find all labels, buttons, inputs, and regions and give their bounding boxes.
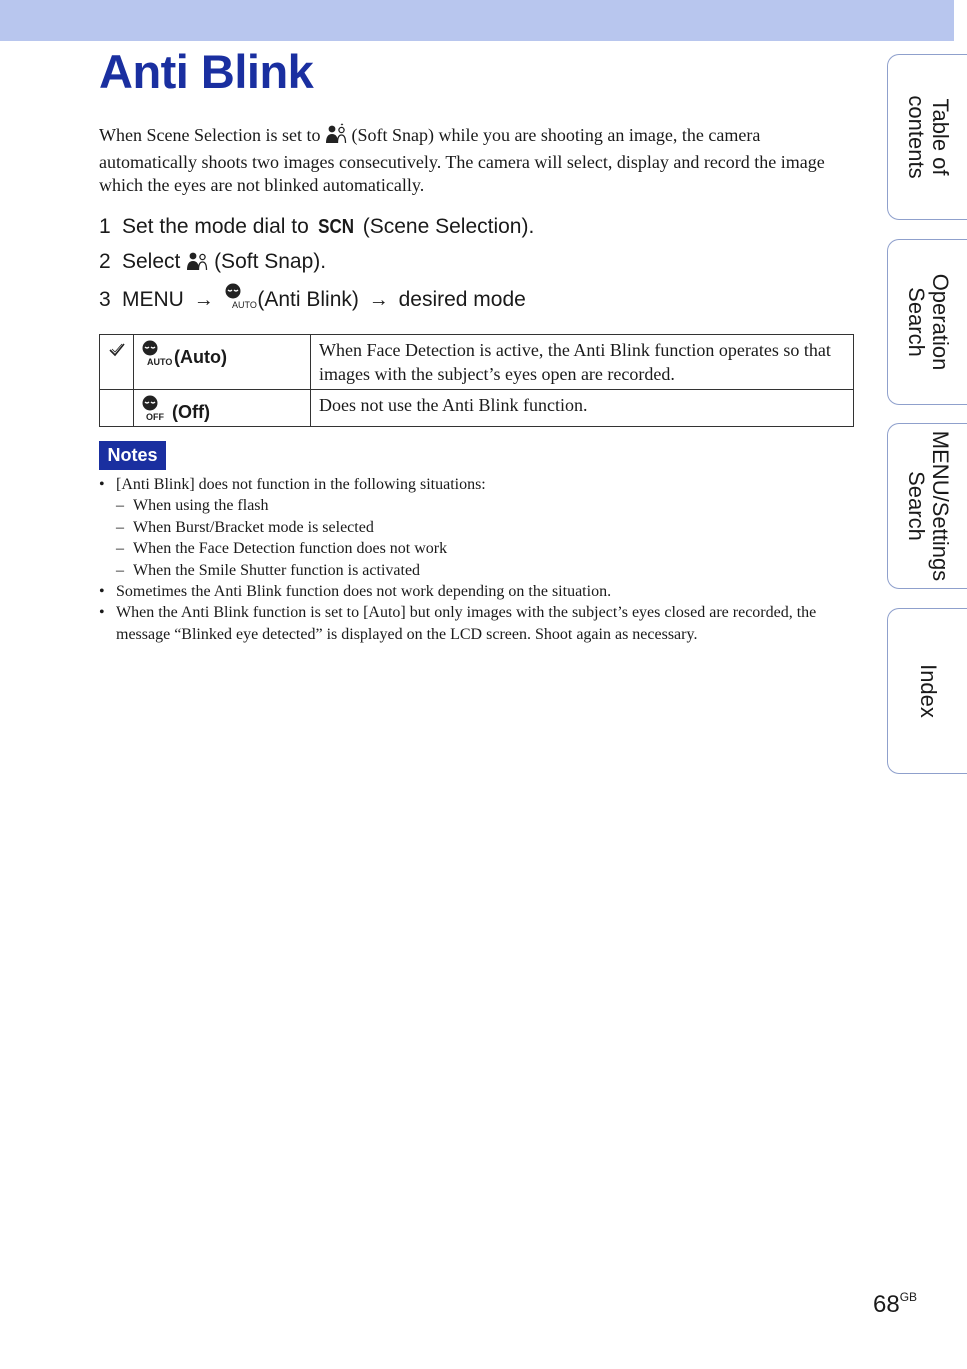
page-number-suffix: GB — [899, 1290, 918, 1304]
table-row — [100, 390, 854, 427]
tab-operation-search[interactable] — [887, 239, 967, 405]
auto-icon-text: AUTO — [147, 357, 173, 367]
soft-snap-icon — [186, 251, 208, 279]
tab-label: MENU/Settings Search — [903, 430, 953, 582]
note-item: • When the Anti Blink function is set to [Auto] but only images with the subject’s eyes closed are recorded, the message “Blinked eye detected” is displayed on the LCD screen. Shoot again as necessary. — [99, 602, 859, 645]
step-text: Select — [122, 250, 181, 273]
steps-list — [99, 213, 839, 318]
tab-index[interactable] — [887, 608, 967, 774]
scn-mode-icon: SCN — [317, 216, 354, 238]
table-row — [100, 335, 854, 390]
note-subitem: – When Burst/Bracket mode is selected — [99, 517, 859, 538]
tab-label: Index — [915, 664, 941, 718]
page-title: Anti Blink — [99, 45, 314, 98]
step-number: 3 — [99, 288, 111, 311]
notes-badge: Notes — [99, 441, 166, 470]
step-text: desired mode — [398, 288, 526, 311]
step-text: MENU — [122, 288, 184, 311]
note-item: • [Anti Blink] does not function in the following situations: — [99, 474, 859, 495]
step-text: Set the mode dial to — [122, 215, 309, 238]
option-description: When Face Detection is active, the Anti Blink function operates so that images with the subject’s eyes open are recorded. — [311, 335, 854, 390]
default-cell — [100, 335, 134, 390]
anti-blink-auto-icon — [141, 340, 173, 371]
checkmark-icon — [109, 343, 125, 357]
intro-text-2: (Soft Snap) while you are shooting an image, the camera automatically shoots two images consecutively. The camera will select, display and record the image which the eyes are not blinked automatically. — [99, 125, 825, 195]
anti-blink-icon — [224, 283, 257, 317]
option-cell — [134, 390, 311, 427]
default-cell — [100, 390, 134, 427]
note-subitem: – When using the flash — [99, 495, 859, 516]
options-table — [99, 334, 854, 427]
page-number-value: 68 — [873, 1291, 900, 1318]
tab-label: Table of contents — [903, 95, 953, 179]
notes-list — [99, 474, 859, 645]
anti-blink-off-icon — [141, 395, 167, 426]
step-1 — [99, 213, 839, 248]
option-cell — [134, 335, 311, 390]
tab-menu-settings-search[interactable] — [887, 423, 967, 589]
step-text: (Anti Blink) — [257, 288, 359, 311]
step-number: 2 — [99, 250, 111, 273]
page-number — [873, 1290, 917, 1319]
option-label: (Off) — [172, 402, 210, 422]
note-item: • Sometimes the Anti Blink function does not work depending on the situation. — [99, 581, 859, 602]
note-subitem: – When the Smile Shutter function is activated — [99, 560, 859, 581]
step-2 — [99, 248, 839, 283]
arrow-right-icon: → — [368, 289, 389, 311]
option-label: (Auto) — [174, 347, 227, 367]
anti-blink-icon-text: AUTO — [231, 300, 257, 310]
off-icon-text: OFF — [146, 412, 164, 422]
step-text: (Soft Snap). — [214, 250, 327, 273]
tab-label: Operation Search — [903, 273, 953, 371]
step-number: 1 — [99, 215, 111, 238]
tab-table-of-contents[interactable] — [887, 54, 967, 220]
intro-paragraph — [99, 124, 849, 198]
header-band — [0, 0, 954, 41]
note-subitem: – When the Face Detection function does not work — [99, 538, 859, 559]
soft-snap-icon — [325, 124, 347, 151]
option-description: Does not use the Anti Blink function. — [311, 390, 854, 427]
arrow-right-icon: → — [193, 289, 214, 311]
intro-text-1: When Scene Selection is set to — [99, 125, 321, 145]
step-3 — [99, 283, 839, 318]
step-text: (Scene Selection). — [362, 215, 535, 238]
